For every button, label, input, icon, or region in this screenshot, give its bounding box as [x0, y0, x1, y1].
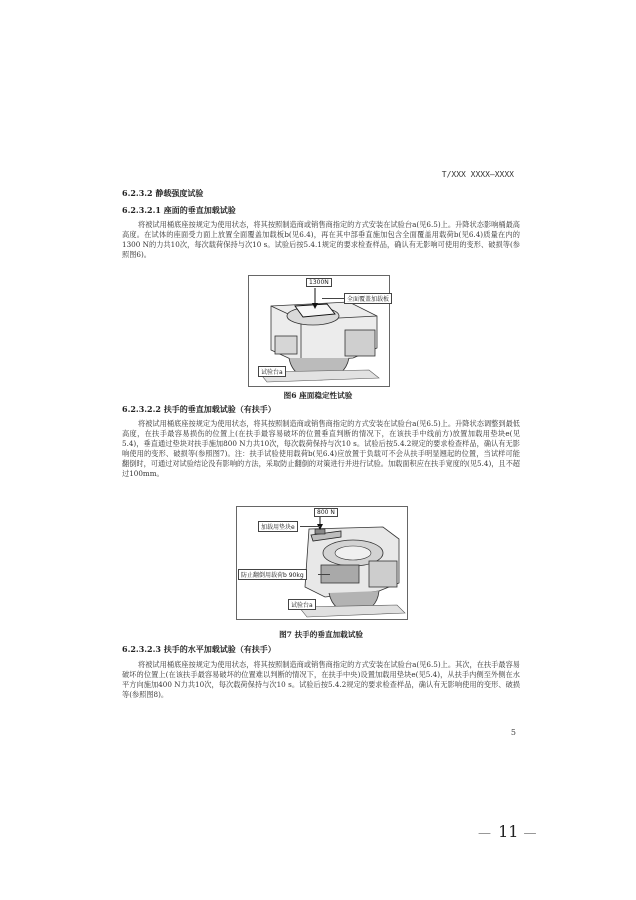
section-heading-6-2-3-2-2: 6.2.3.2.2 扶手的垂直加载试验（有扶手）	[122, 404, 276, 414]
panel-leader-line	[322, 298, 344, 299]
folio-number: 11	[498, 822, 519, 841]
figure-7-caption: 图7 扶手的垂直加载试验	[279, 630, 363, 639]
inner-page-number: 5	[510, 728, 516, 737]
paragraph-text: 将被试用桶底座按规定为使用状态，将其按照制造商或销售商指定的方式安装在试验台a(见6.5)上。其次，在扶手最容易破坏的位置上(在该扶手最容易破坏的位置难以判断的情况下，在扶手中央)设置加载用垫块e(见5.4)，从扶手内侧至外侧在水平方向施加400 N力共10次，每次载荷保持与次10 s。试验后按5.4.2规定的要求检查样品，确认有无影响使用的变形、破损等(参照图8)。	[122, 660, 520, 699]
paragraph-seat-vertical-load	[122, 220, 520, 260]
folio-dash-left: —	[478, 826, 493, 841]
section-heading-6-2-3-2-3: 6.2.3.2.3 扶手的水平加载试验（有扶手）	[122, 644, 276, 654]
test-base-label-fig7: 试验台a	[288, 599, 316, 610]
paragraph-text: 将被试用桶底座按规定为使用状态，将其按照制造商或销售商指定的方式安装在试验台a(见6.5)上。升降状态影响桶最高高度。在试体的座面受力面上放置全面覆盖加载板b(见6.4)，再在其中部垂直施加包含全面覆盖用载荷b(见6.4)质量在内的1300 N的力共10次，每次载荷保持与次10 s。试验后按5.4.1规定的要求检查样品，确认有无影响可使用的变形、破损等(参照图6)。	[122, 220, 520, 259]
test-base-label-fig6: 试验台a	[258, 366, 286, 377]
paragraph-armrest-horizontal-load	[122, 660, 520, 700]
full-cover-panel-label: 全面覆盖加载板	[344, 293, 392, 304]
paragraph-text: 将被试用桶底座按规定为使用状态，将其按照制造商或销售商指定的方式安装在试验台a(见6.5)上。升降状态调整到最低高度，在扶手最容易损伤的位置上(在扶手最容易破坏的位置垂直判断的情况下，在该扶手中线前方)放置加载用垫块e(见5.4)，垂直通过垫块对扶手施加800 N力共10次，每次载荷保持与次10 s。试验后按5.4.2规定的要求检查样品，确认有无影响使用的变形、破损等(参照图7)。注：扶手试验使用载荷b(见6.4)应放置于负载可不会从扶手明显翘起的位置，当试样可能翻倒时，可通过对试验结论没有影响的方法，采取防止翻倒的对策进行并进行试验。加载面积应在扶手宽度的(见5.4)，且不超过100mm。	[122, 419, 520, 478]
standard-number: T/XXX XXXX—XXXX	[441, 170, 514, 179]
paragraph-armrest-vertical-load	[122, 419, 520, 479]
loading-pad-label: 加载用垫块e	[258, 521, 298, 532]
section-heading-6-2-3-2-1: 6.2.3.2.1 座面的垂直加载试验	[122, 205, 236, 215]
section-heading-6-2-3-2: 6.2.3.2 静载强度试验	[122, 188, 204, 198]
folio-dash-right: —	[523, 826, 539, 841]
pad-leader-line	[300, 526, 320, 527]
figure-6-caption: 图6 座面稳定性试验	[283, 391, 353, 400]
page-folio	[478, 822, 539, 841]
load-1300n-label: 1300N	[306, 278, 332, 287]
load-800n-label: 800 N	[314, 508, 338, 517]
anti-tip-weight-label: 防止翻倒用载荷b 90kg	[238, 569, 307, 580]
weight-leader-line	[318, 574, 330, 575]
